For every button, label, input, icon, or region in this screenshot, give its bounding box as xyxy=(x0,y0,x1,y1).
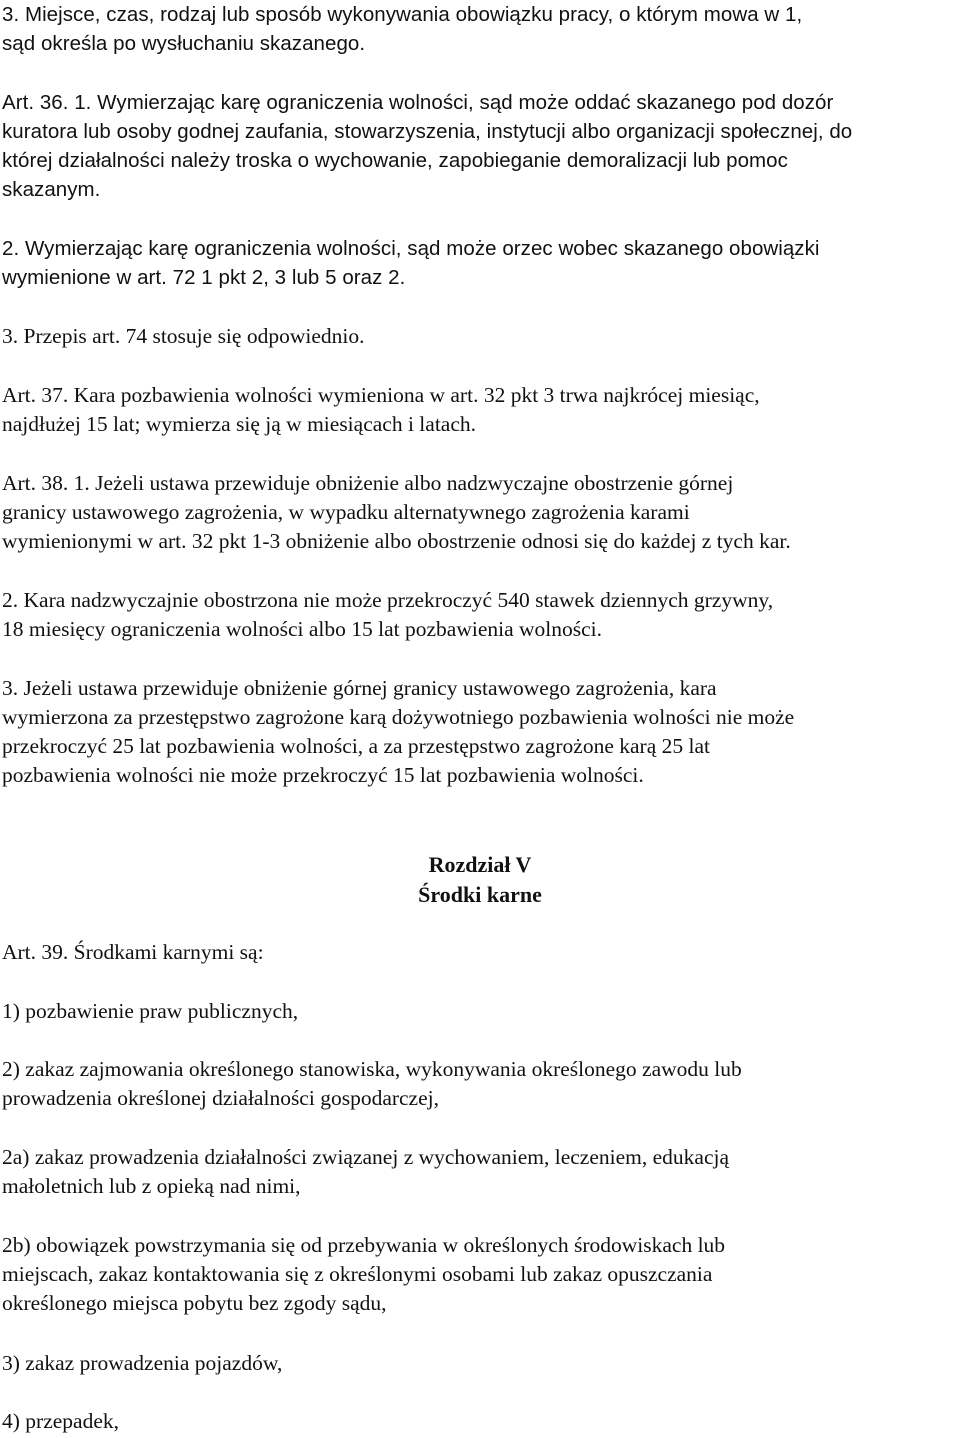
text-line: 3. Przepis art. 74 stosuje się odpowiednio. xyxy=(2,324,365,348)
text-line: 2. Wymierzając karę ograniczenia wolności, sąd może orzec wobec skazanego obowiązki xyxy=(2,237,820,260)
list-item-2a xyxy=(2,1143,958,1201)
list-item-2b xyxy=(2,1231,958,1318)
text-line: 18 miesięcy ograniczenia wolności albo 15 lat pozbawienia wolności. xyxy=(2,617,603,641)
chapter-number: Rozdział V xyxy=(428,852,532,877)
text-line: 2. Kara nadzwyczajnie obostrzona nie może przekroczyć 540 stawek dziennych grzywny, xyxy=(2,588,774,612)
list-item-1 xyxy=(2,997,958,1026)
text-line: granicy ustawowego zagrożenia, w wypadku alternatywnego zagrożenia karami xyxy=(2,500,690,524)
text-line: 4) przepadek, xyxy=(2,1409,119,1433)
text-line: skazanym. xyxy=(2,178,101,201)
text-line: sąd określa po wysłuchaniu skazanego. xyxy=(2,32,366,55)
art38-section1 xyxy=(2,469,958,556)
art35-section3 xyxy=(2,0,958,58)
art36-section1 xyxy=(2,88,958,204)
art38-section3 xyxy=(2,674,958,790)
text-line: której działalności należy troska o wychowanie, zapobieganie demoralizacji lub pomoc xyxy=(2,149,788,172)
list-item-3 xyxy=(2,1349,958,1378)
text-line: wymienionymi w art. 32 pkt 1-3 obniżenie albo obostrzenie odnosi się do każdej z tych kar. xyxy=(2,529,791,553)
text-line: 2) zakaz zajmowania określonego stanowiska, wykonywania określonego zawodu lub xyxy=(2,1057,742,1081)
art37 xyxy=(2,381,958,439)
art36-section2 xyxy=(2,234,958,292)
text-line: 2b) obowiązek powstrzymania się od przebywania w określonych środowiskach lub xyxy=(2,1233,726,1257)
text-line: 3) zakaz prowadzenia pojazdów, xyxy=(2,1351,283,1375)
text-line: 3. Miejsce, czas, rodzaj lub sposób wykonywania obowiązku pracy, o którym mowa w 1, xyxy=(2,3,803,26)
text-line: 2a) zakaz prowadzenia działalności związanej z wychowaniem, leczeniem, edukacją xyxy=(2,1145,730,1169)
text-line: pozbawienia wolności nie może przekroczyć 15 lat pozbawienia wolności. xyxy=(2,763,644,787)
text-line: przekroczyć 25 lat pozbawienia wolności, a za przestępstwo zagrożone karą 25 lat xyxy=(2,734,710,758)
text-line: wymienione w art. 72 1 pkt 2, 3 lub 5 oraz 2. xyxy=(2,266,406,289)
text-line: Art. 37. Kara pozbawienia wolności wymieniona w art. 32 pkt 3 trwa najkrócej miesiąc, xyxy=(2,383,760,407)
art38-section2 xyxy=(2,586,958,644)
text-line: Art. 38. 1. Jeżeli ustawa przewiduje obniżenie albo nadzwyczajne obostrzenie górnej xyxy=(2,471,734,495)
text-line: prowadzenia określonej działalności gospodarczej, xyxy=(2,1086,439,1110)
text-line: miejscach, zakaz kontaktowania się z określonymi osobami lub zakaz opuszczania xyxy=(2,1262,713,1286)
chapter-heading xyxy=(360,850,600,910)
text-line: Art. 36. 1. Wymierzając karę ograniczenia wolności, sąd może oddać skazanego pod dozór xyxy=(2,91,834,114)
text-line: wymierzona za przestępstwo zagrożone karą dożywotniego pozbawienia wolności nie może xyxy=(2,705,795,729)
text-line: małoletnich lub z opieką nad nimi, xyxy=(2,1174,301,1198)
text-line: 1) pozbawienie praw publicznych, xyxy=(2,999,299,1023)
chapter-title: Środki karne xyxy=(418,882,542,907)
list-item-2 xyxy=(2,1055,958,1113)
text-line: 3. Jeżeli ustawa przewiduje obniżenie górnej granicy ustawowego zagrożenia, kara xyxy=(2,676,717,700)
art36-section3 xyxy=(2,322,958,351)
text-line: najdłużej 15 lat; wymierza się ją w miesiącach i latach. xyxy=(2,412,476,436)
art39-intro xyxy=(2,938,958,967)
text-line: określonego miejsca pobytu bez zgody sądu, xyxy=(2,1291,387,1315)
list-item-4 xyxy=(2,1407,958,1436)
text-line: Art. 39. Środkami karnymi są: xyxy=(2,940,264,964)
text-line: kuratora lub osoby godnej zaufania, stowarzyszenia, instytucji albo organizacji społecznej, do xyxy=(2,120,853,143)
